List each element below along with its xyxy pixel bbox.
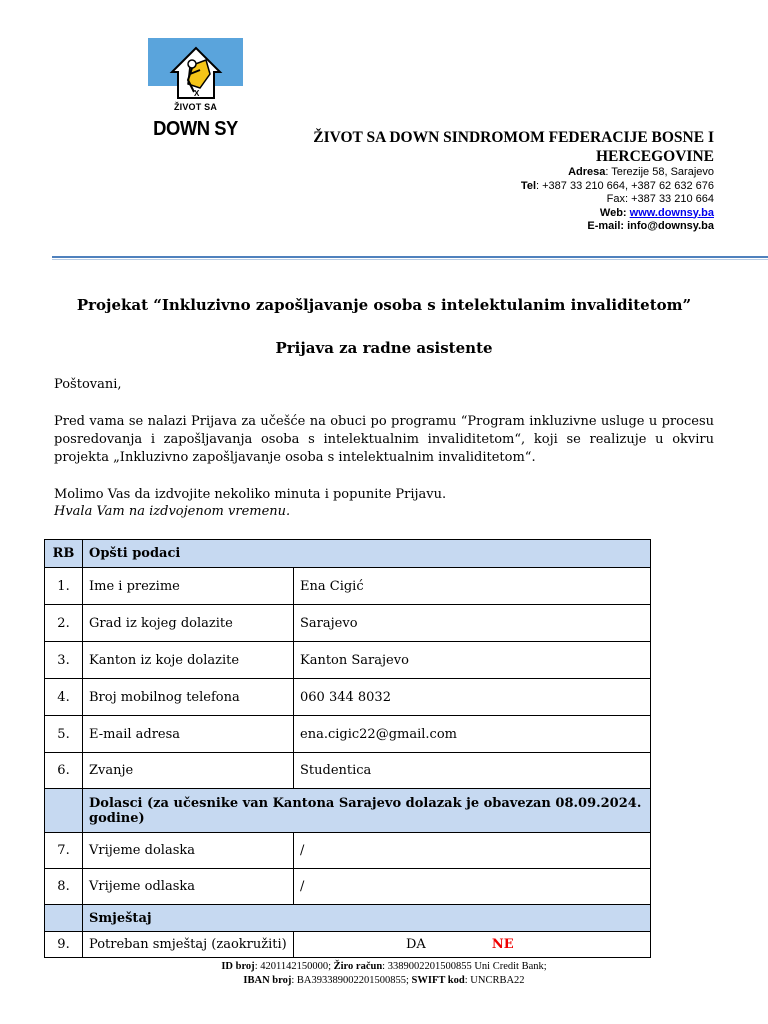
swift-label: SWIFT kod <box>411 975 465 986</box>
swift-value: : UNCRBA22 <box>464 975 525 986</box>
header-divider <box>52 256 768 258</box>
project-title: Projekat “Inkluzivno zapošljavanje osoba s intelektulanim invaliditetom” <box>76 296 692 314</box>
row-value[interactable]: Studentica <box>294 753 651 789</box>
table-row <box>45 869 651 905</box>
id-value: : 4201142150000; <box>254 961 334 972</box>
table-row <box>45 679 651 716</box>
logo-small-text: ŽIVOT SA <box>173 102 218 112</box>
footer-line-1 <box>0 960 768 974</box>
section-title-general: Opšti podaci <box>83 540 651 568</box>
row-label: Grad iz kojeg dolazite <box>83 605 294 642</box>
table-row <box>45 932 651 958</box>
row-label: E-mail adresa <box>83 716 294 753</box>
application-table <box>44 539 651 958</box>
rb-empty <box>45 905 83 932</box>
row-value[interactable]: Sarajevo <box>294 605 651 642</box>
section-header-accommodation <box>45 905 651 932</box>
logo-brand-text: DOWN SY <box>153 118 238 140</box>
row-value[interactable]: 060 344 8032 <box>294 679 651 716</box>
row-number: 9. <box>45 932 83 958</box>
section-header-general <box>45 540 651 568</box>
rb-empty <box>45 789 83 833</box>
row-label: Zvanje <box>83 753 294 789</box>
section-header-arrivals <box>45 789 651 833</box>
row-number: 1. <box>45 568 83 605</box>
address-value: : Terezije 58, Sarajevo <box>605 166 714 178</box>
row-number: 3. <box>45 642 83 679</box>
row-label: Kanton iz koje dolazite <box>83 642 294 679</box>
footer-line-2 <box>0 974 768 988</box>
row-value[interactable]: Kanton Sarajevo <box>294 642 651 679</box>
row-label: Broj mobilnog telefona <box>83 679 294 716</box>
section-title-arrivals: Dolasci (za učesnike van Kantona Sarajevo dolazak je obavezan 08.09.2024. godine) <box>83 789 651 833</box>
id-label: ID broj <box>221 961 255 972</box>
table-row <box>45 753 651 789</box>
row-label: Vrijeme odlaska <box>83 869 294 905</box>
tel-label: Tel <box>520 179 536 192</box>
tel-value: : +387 33 210 664, +387 62 632 676 <box>536 179 714 192</box>
row-value[interactable]: / <box>294 869 651 905</box>
row-number: 8. <box>45 869 83 905</box>
logo-house-icon <box>166 44 226 100</box>
request-text: Molimo Vas da izdvojite nekoliko minuta i popunite Prijavu. <box>54 487 447 502</box>
web-label: Web: <box>599 206 630 219</box>
option-no[interactable]: NE <box>491 937 514 952</box>
ziro-label: Žiro račun <box>333 961 383 972</box>
organization-name: ŽIVOT SA DOWN SINDROMOM FEDERACIJE BOSNE I HERCEGOVINE <box>313 129 714 165</box>
iban-label: IBAN broj <box>243 975 292 986</box>
table-row <box>45 833 651 869</box>
ziro-value: : 3389002201500855 Uni Credit Bank; <box>382 961 547 972</box>
row-value[interactable]: ena.cigic22@gmail.com <box>294 716 651 753</box>
row-label: Potreban smještaj (zaokružiti) <box>83 932 294 958</box>
email-line: E-mail: info@downsy.ba <box>587 220 714 232</box>
row-value-choice <box>294 932 651 958</box>
row-number: 7. <box>45 833 83 869</box>
form-title: Prijava za radne asistente <box>275 339 493 357</box>
address-line <box>274 166 714 180</box>
row-number: 6. <box>45 753 83 789</box>
option-yes[interactable]: DA <box>406 937 426 952</box>
header-divider-shadow <box>52 259 768 260</box>
row-value[interactable]: / <box>294 833 651 869</box>
greeting: Poštovani, <box>54 377 122 392</box>
table-row <box>45 568 651 605</box>
row-number: 4. <box>45 679 83 716</box>
web-line <box>274 207 714 221</box>
web-link[interactable]: www.downsy.ba <box>629 206 714 219</box>
thanks-text: Hvala Vam na izdvojenom vremenu. <box>54 504 291 519</box>
table-row <box>45 605 651 642</box>
row-number: 2. <box>45 605 83 642</box>
intro-paragraph: Pred vama se nalazi Prijava za učešće na obuci po programu “Program inkluzivne usluge u procesu posredovanja i zapošljavanja osoba s intelektualnim invaliditetom“, koji se realizuje u okviru projekta „Inkluzivno zapošljavanje osoba s intelektualnim invaliditetom“. <box>54 414 714 465</box>
row-label: Ime i prezime <box>83 568 294 605</box>
row-value[interactable]: Ena Cigić <box>294 568 651 605</box>
section-title-accommodation: Smještaj <box>83 905 651 932</box>
table-row <box>45 642 651 679</box>
logo <box>148 38 243 146</box>
svg-text:X: X <box>194 89 200 98</box>
contact-block <box>274 166 714 234</box>
row-number: 5. <box>45 716 83 753</box>
row-label: Vrijeme dolaska <box>83 833 294 869</box>
rb-header: RB <box>45 540 83 568</box>
address-label: Adresa <box>568 166 606 178</box>
tel-line <box>274 180 714 194</box>
fax-line: Fax: +387 33 210 664 <box>606 193 714 205</box>
iban-value: : BA393389002201500855; <box>291 975 412 986</box>
table-row <box>45 716 651 753</box>
